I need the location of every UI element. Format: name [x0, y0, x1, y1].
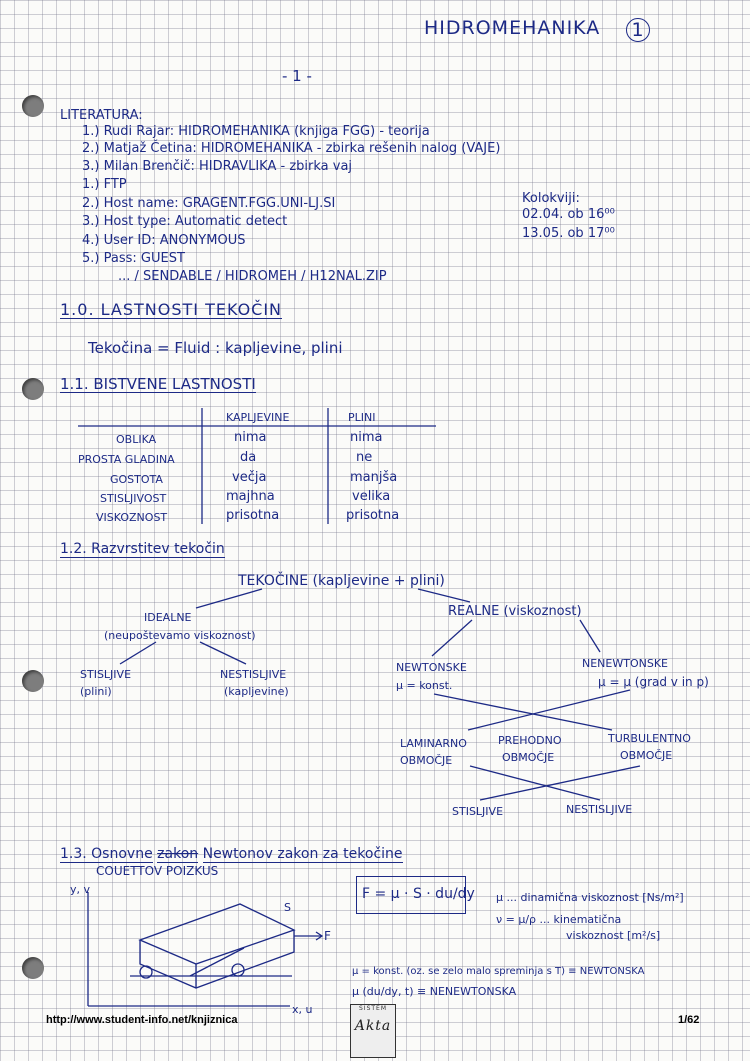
akta-logo: [350, 1004, 396, 1058]
tree-link: [434, 694, 612, 730]
tree-node-laminar: LAMINARNO: [400, 737, 467, 750]
velocity-profile: [190, 948, 244, 976]
newton-formula: F = μ · S · du/dy: [362, 886, 475, 902]
tree-link: [196, 589, 262, 608]
plate: [140, 904, 294, 964]
fluid-definition: Tekočina = Fluid : kapljevine, plini: [88, 339, 343, 357]
table-row-label: GOSTOTA: [110, 473, 163, 486]
literature-item: 1.) FTP: [82, 177, 127, 192]
logo-signature: Akta: [354, 1018, 392, 1034]
tree-node-bottom-compressible: STISLJIVE: [452, 805, 504, 818]
newtonian-rule: μ = konst. (oz. se zelo malo spreminja s T) ≡ NEWTONSKA: [352, 966, 645, 977]
section-heading-1-2: 1.2. Razvrstitev tekočin: [60, 541, 225, 557]
force-label: F: [324, 929, 331, 943]
tree-root: TEKOČINE (kapljevine + plini): [238, 573, 445, 589]
tree-link: [200, 642, 246, 664]
table-header: KAPLJEVINE: [226, 411, 290, 424]
heading-part: 1.3. Osnovne: [60, 846, 153, 862]
literature-item: 4.) User ID: ANONYMOUS: [82, 233, 246, 248]
section-heading-1-1: 1.1. BISTVENE LASTNOSTI: [60, 375, 256, 393]
tree-link: [120, 642, 156, 664]
kinematic-viscosity-def-2: viskoznost [m²/s]: [566, 929, 661, 942]
table-cell: prisotna: [346, 508, 400, 523]
table-cell: ne: [356, 450, 373, 465]
table-header: PLINI: [348, 411, 376, 424]
plate-label: S: [284, 901, 291, 914]
table-cell: nima: [234, 430, 267, 445]
tree-link: [580, 620, 600, 652]
table-row-label: VISKOZNOST: [96, 511, 168, 524]
tree-note: μ = μ (grad v in p): [598, 675, 709, 689]
non-newtonian-rule: μ (du/dy, t) ≡ NENEWTONSKA: [352, 985, 517, 998]
table-cell: velika: [352, 489, 391, 504]
tree-note: (neupoštevamo viskoznost): [104, 629, 256, 642]
page-counter: 1/62: [678, 1014, 700, 1026]
literature-item: 1.) Rudi Rajar: HIDROMEHANIKA (knjiga FGG) - teorija: [82, 124, 430, 139]
section-heading-1-0: 1.0. LASTNOSTI TEKOČIN: [60, 300, 283, 319]
table-cell: prisotna: [226, 508, 280, 523]
axis-x-label: x, u: [292, 1003, 313, 1016]
dynamic-viscosity-def: μ ... dinamična viskoznost [Ns/m²]: [496, 891, 684, 904]
heading-struck: zakon: [157, 846, 199, 862]
tree-node-turbulent-sub: OBMOČJE: [620, 749, 673, 762]
colloquia-heading: Kolokviji:: [522, 191, 580, 206]
axis-y-label: y, v: [70, 883, 91, 896]
table-row-label: OBLIKA: [116, 433, 157, 446]
literature-item: 2.) Host name: GRAGENT.FGG.UNI-LJ.SI: [82, 196, 336, 211]
page-title: HIDROMEHANIKA: [424, 17, 601, 39]
tree-node-laminar-sub: OBMOČJE: [400, 754, 453, 767]
tree-node-transition-sub: OBMOČJE: [502, 751, 555, 764]
tree-node-turbulent: TURBULENTNO: [608, 732, 691, 745]
tree-node-compressible: STISLJIVE: [80, 668, 132, 681]
table-row-label: PROSTA GLADINA: [78, 453, 175, 466]
tree-link: [468, 690, 630, 730]
table-cell: manjša: [350, 470, 398, 485]
tree-node-non-newtonian: NENEWTONSKE: [582, 657, 668, 670]
tree-node-bottom-incompressible: NESTISLJIVE: [566, 803, 633, 816]
tree-link: [470, 766, 600, 800]
literature-item: 5.) Pass: GUEST: [82, 251, 185, 266]
tree-link: [418, 589, 470, 602]
tree-note: (plini): [80, 685, 112, 698]
tree-note: μ = konst.: [396, 679, 453, 692]
literature-item: 3.) Milan Brenčič: HIDRAVLIKA - zbirka vaj: [82, 159, 353, 174]
tree-node-incompressible: NESTISLJIVE: [220, 668, 287, 681]
heading-part: Newtonov zakon za tekočine: [202, 846, 403, 862]
source-url[interactable]: http://www.student-info.net/knjiznica: [46, 1014, 238, 1026]
tree-node-newtonian: NEWTONSKE: [396, 661, 467, 674]
table-row-label: STISLJIVOST: [100, 492, 167, 505]
page-number-circle: 1: [626, 18, 650, 42]
table-cell: da: [240, 450, 257, 465]
table-cell: večja: [232, 470, 267, 485]
tree-link: [480, 766, 640, 800]
page-mark: - 1 -: [282, 67, 312, 85]
table-cell: majhna: [226, 489, 275, 504]
tree-link: [432, 620, 472, 656]
tree-note: (kapljevine): [224, 685, 289, 698]
literature-item: 3.) Host type: Automatic detect: [82, 214, 288, 229]
literature-item: ... / SENDABLE / HIDROMEH / H12NAL.ZIP: [118, 269, 387, 284]
colloquium-date: 02.04. ob 16⁰⁰: [522, 207, 615, 222]
tree-node-ideal: IDEALNE: [144, 611, 192, 624]
tree-node-real: REALNE (viskoznost): [448, 604, 582, 619]
colloquium-date: 13.05. ob 17⁰⁰: [522, 226, 615, 241]
logo-text: SISTEM: [358, 1005, 388, 1012]
kinematic-viscosity-def: ν = μ/ρ ... kinematična: [496, 913, 622, 926]
tree-node-transition: PREHODNO: [498, 734, 562, 747]
literature-item: 2.) Matjaž Četina: HIDROMEHANIKA - zbirka rešenih nalog (VAJE): [82, 141, 501, 156]
roller: [232, 964, 244, 976]
couette-subheading: COUETTOV POIZKUS: [96, 864, 219, 878]
literature-heading: LITERATURA:: [60, 108, 143, 123]
table-cell: nima: [350, 430, 383, 445]
